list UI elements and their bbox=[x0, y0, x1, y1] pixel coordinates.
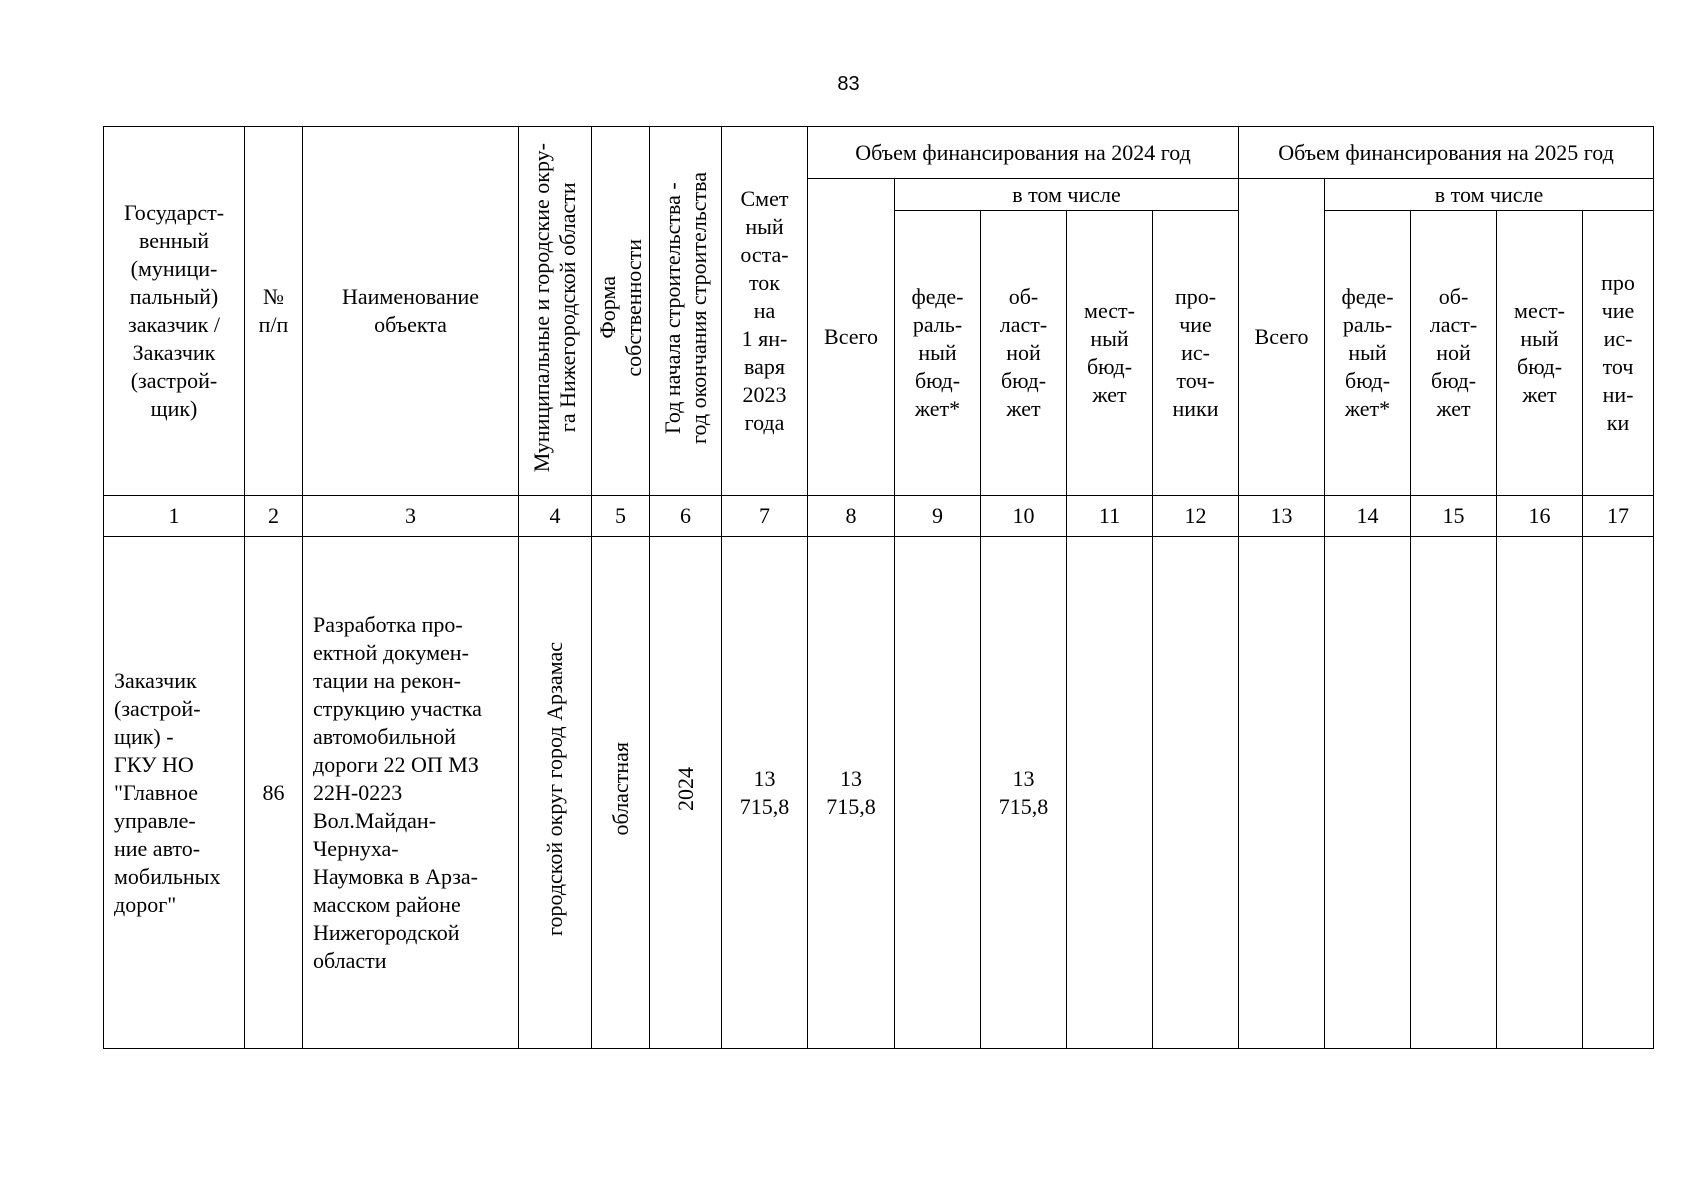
column-number: 5 bbox=[592, 496, 650, 537]
row-other-2024 bbox=[1153, 537, 1239, 1049]
row-object-name: Разработка про- ектной докумен- тации на рекон- струкцию участка автомобильной дороги 22 ОП МЗ 22Н-0223 Вол.Майдан- Чернуха- Наумовка в Арза- масском районе Нижегородской области bbox=[303, 537, 519, 1049]
header-funding-2025: Объем финансирования на 2025 год bbox=[1239, 127, 1654, 179]
header-federal-2024: феде- раль- ный бюд- жет* bbox=[895, 211, 981, 496]
header-local-2024: мест- ный бюд- жет bbox=[1067, 211, 1153, 496]
row-ownership-text: областная bbox=[607, 742, 633, 836]
row-customer: Заказчик (застрой- щик) - ГКУ НО "Главное управле- ние авто- мобильных дорог" bbox=[104, 537, 245, 1049]
header-local-2025: мест- ный бюд- жет bbox=[1497, 211, 1583, 496]
column-number: 7 bbox=[722, 496, 808, 537]
row-federal-2025 bbox=[1325, 537, 1411, 1049]
column-number: 8 bbox=[808, 496, 895, 537]
column-number: 17 bbox=[1583, 496, 1654, 537]
column-number: 15 bbox=[1411, 496, 1497, 537]
row-regional-2025 bbox=[1411, 537, 1497, 1049]
header-row-1 bbox=[104, 127, 1654, 179]
row-local-2025 bbox=[1497, 537, 1583, 1049]
column-number: 4 bbox=[519, 496, 592, 537]
row-local-2024 bbox=[1067, 537, 1153, 1049]
row-regional-2024: 13 715,8 bbox=[981, 537, 1067, 1049]
header-years-text: Год начала строительства - год окончания строительства bbox=[659, 171, 711, 444]
row-estimate: 13 715,8 bbox=[722, 537, 808, 1049]
row-years bbox=[650, 537, 722, 1049]
column-number: 12 bbox=[1153, 496, 1239, 537]
row-total-2025 bbox=[1239, 537, 1325, 1049]
header-municipality bbox=[519, 127, 592, 496]
header-other-2024: про- чие ис- точ- ники bbox=[1153, 211, 1239, 496]
header-object-name: Наименование объекта bbox=[303, 127, 519, 496]
table-row bbox=[104, 537, 1654, 1049]
column-number: 14 bbox=[1325, 496, 1411, 537]
page-number: 83 bbox=[837, 73, 860, 95]
header-estimate: Смет ный оста- ток на 1 ян- варя 2023 года bbox=[722, 127, 808, 496]
column-number: 13 bbox=[1239, 496, 1325, 537]
header-years bbox=[650, 127, 722, 496]
column-number: 9 bbox=[895, 496, 981, 537]
row-total-2024: 13 715,8 bbox=[808, 537, 895, 1049]
header-regional-2025: об- ласт- ной бюд- жет bbox=[1411, 211, 1497, 496]
header-number: № п/п bbox=[245, 127, 303, 496]
column-number: 1 bbox=[104, 496, 245, 537]
row-municipality bbox=[519, 537, 592, 1049]
construction-program-table bbox=[103, 126, 1654, 1049]
column-number: 6 bbox=[650, 496, 722, 537]
header-ownership bbox=[592, 127, 650, 496]
column-number: 10 bbox=[981, 496, 1067, 537]
column-number: 16 bbox=[1497, 496, 1583, 537]
header-including-2024: в том числе bbox=[895, 179, 1239, 211]
row-municipality-text: городской округ город Арзамас bbox=[542, 641, 567, 936]
header-total-2025: Всего bbox=[1239, 179, 1325, 496]
header-total-2024: Всего bbox=[808, 179, 895, 496]
row-ownership bbox=[592, 537, 650, 1049]
header-including-2025: в том числе bbox=[1325, 179, 1654, 211]
column-number: 11 bbox=[1067, 496, 1153, 537]
row-federal-2024 bbox=[895, 537, 981, 1049]
header-funding-2024: Объем финансирования на 2024 год bbox=[808, 127, 1239, 179]
column-number: 3 bbox=[303, 496, 519, 537]
column-number: 2 bbox=[245, 496, 303, 537]
row-other-2025 bbox=[1583, 537, 1654, 1049]
header-municipality-text: Муниципальные и городские окру- га Нижегородской области bbox=[529, 142, 580, 473]
column-numbers-row bbox=[104, 496, 1654, 537]
header-regional-2024: об- ласт- ной бюд- жет bbox=[981, 211, 1067, 496]
header-customer: Государст- венный (муници- пальный) заказчик / Заказчик (застрой- щик) bbox=[104, 127, 245, 496]
header-ownership-text: Форма собственности bbox=[594, 238, 646, 377]
row-number: 86 bbox=[245, 537, 303, 1049]
header-federal-2025: феде- раль- ный бюд- жет* bbox=[1325, 211, 1411, 496]
header-other-2025: про чие ис- точ ни- ки bbox=[1583, 211, 1654, 496]
row-years-text: 2024 bbox=[672, 767, 698, 811]
